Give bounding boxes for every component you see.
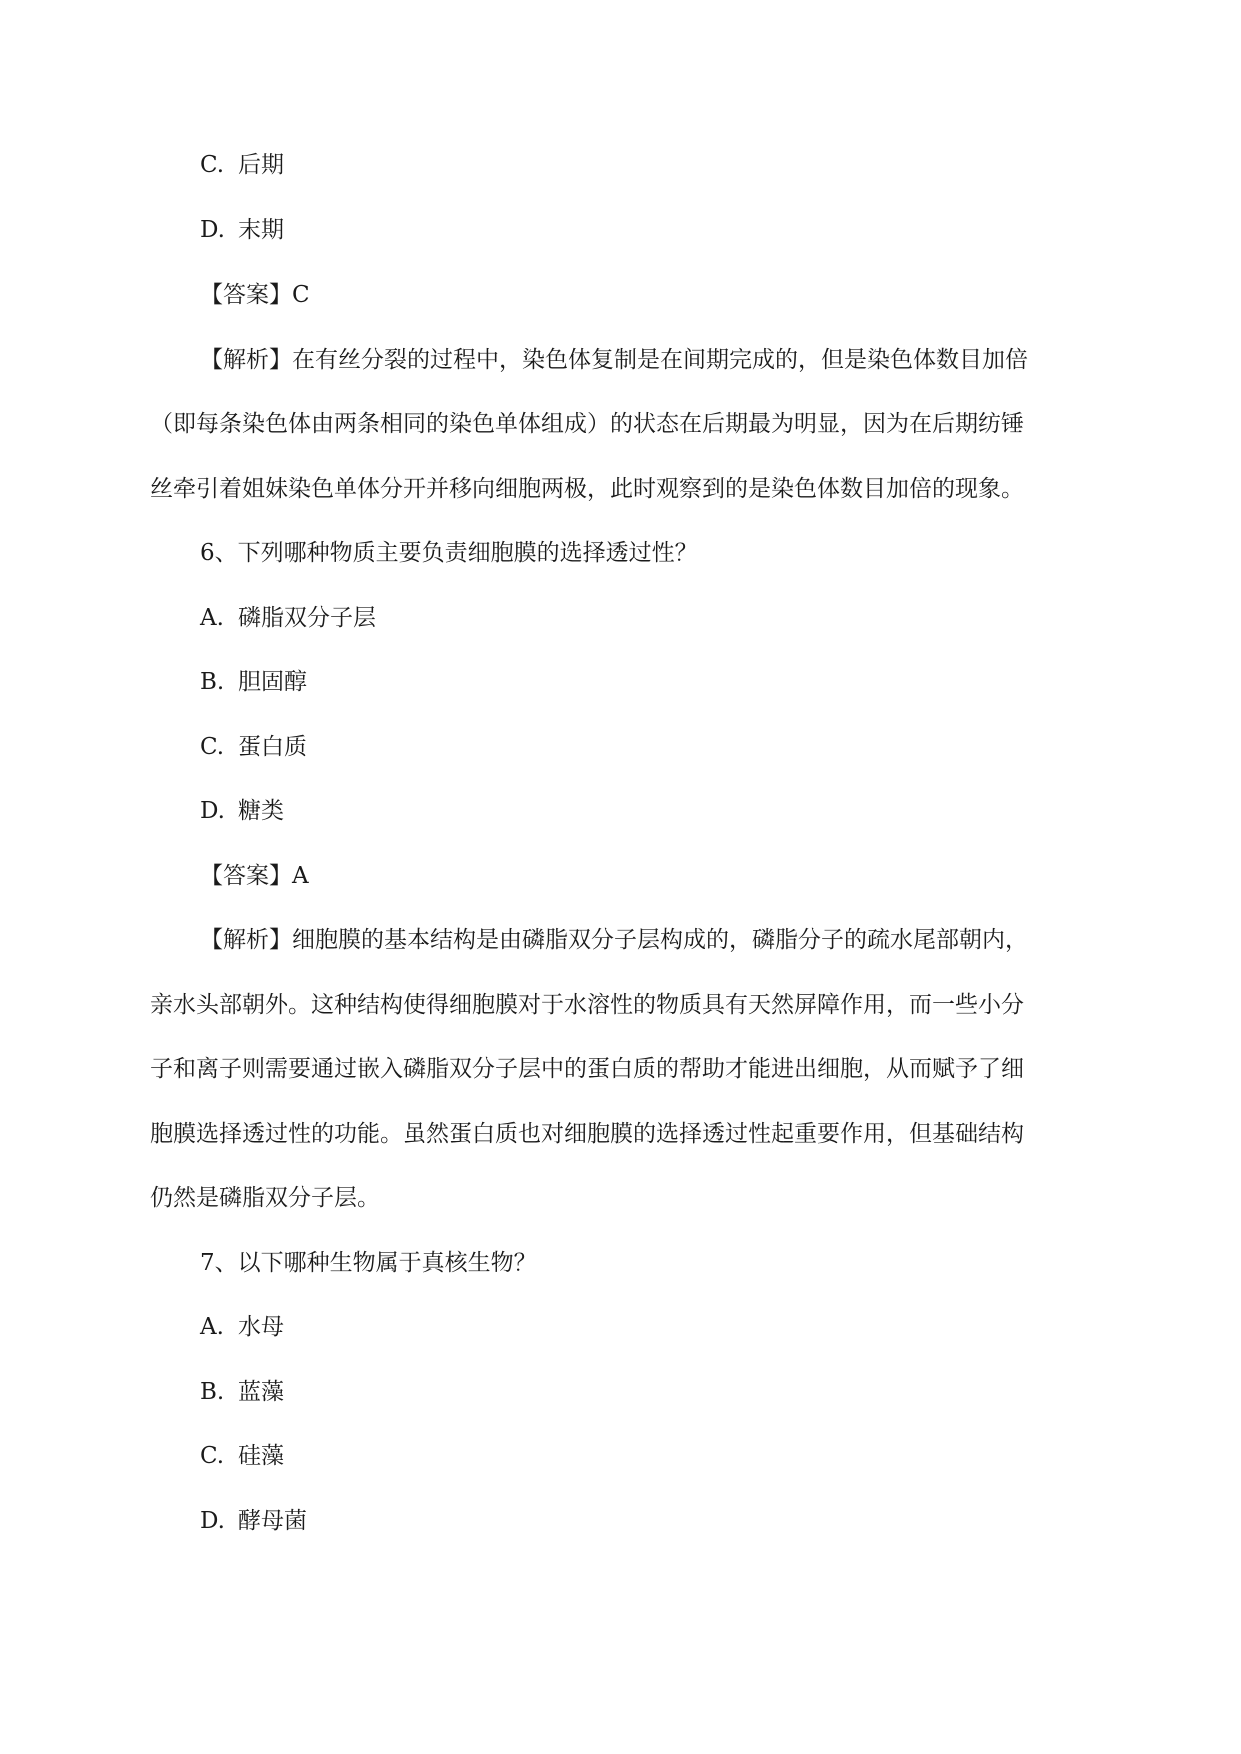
option-letter: C.: [200, 1443, 225, 1469]
q6-analysis-line: 仍然是磷脂双分子层。: [150, 1185, 380, 1211]
q6-option-a: [200, 603, 376, 633]
q7-option-b: [200, 1377, 284, 1407]
option-text: 水母: [238, 1314, 284, 1340]
q5-analysis-line: 丝牵引着姐妹染色单体分开并移向细胞两极，此时观察到的是染色体数目加倍的现象。: [150, 476, 1024, 502]
q5-answer: 【答案】C: [200, 282, 310, 308]
q5-option-c: [200, 150, 284, 180]
option-letter: D.: [200, 1508, 225, 1534]
option-text: 糖类: [238, 798, 284, 824]
option-text: 后期: [238, 152, 284, 178]
option-letter: C.: [200, 734, 225, 760]
q6-analysis-line: 子和离子则需要通过嵌入磷脂双分子层中的蛋白质的帮助才能进出细胞，从而赋予了细: [150, 1056, 1024, 1082]
option-text: 蛋白质: [238, 734, 307, 760]
option-letter: A.: [200, 1314, 224, 1340]
q6-option-d: [200, 796, 284, 826]
q6-analysis-line: 胞膜选择透过性的功能。虽然蛋白质也对细胞膜的选择透过性起重要作用，但基础结构: [150, 1121, 1024, 1147]
option-text: 末期: [238, 217, 284, 243]
q6-option-b: [200, 667, 307, 697]
q6-answer: 【答案】A: [200, 863, 309, 889]
option-letter: B.: [200, 669, 225, 695]
q6-option-c: [200, 732, 307, 762]
q5-analysis-line: （即每条染色体由两条相同的染色单体组成）的状态在后期最为明显，因为在后期纺锤: [150, 411, 1024, 437]
option-letter: A.: [200, 605, 224, 631]
q7-option-d: [200, 1506, 307, 1536]
option-text: 酵母菌: [238, 1508, 307, 1534]
option-text: 硅藻: [238, 1443, 284, 1469]
option-text: 胆固醇: [238, 669, 307, 695]
option-text: 磷脂双分子层: [238, 605, 376, 631]
option-letter: B.: [200, 1379, 225, 1405]
q6-analysis-line: 亲水头部朝外。这种结构使得细胞膜对于水溶性的物质具有天然屏障作用，而一些小分: [150, 992, 1024, 1018]
option-letter: D.: [200, 798, 225, 824]
q7-option-c: [200, 1441, 284, 1471]
q7-option-a: [200, 1312, 284, 1342]
q5-analysis-line: 【解析】在有丝分裂的过程中，染色体复制是在间期完成的，但是染色体数目加倍: [200, 347, 1028, 373]
option-letter: D.: [200, 217, 225, 243]
option-text: 蓝藻: [238, 1379, 284, 1405]
q6-question: 6、下列哪种物质主要负责细胞膜的选择透过性？: [200, 540, 698, 566]
option-letter: C.: [200, 152, 225, 178]
q7-question: 7、以下哪种生物属于真核生物？: [200, 1250, 537, 1276]
q6-analysis-line: 【解析】细胞膜的基本结构是由磷脂双分子层构成的，磷脂分子的疏水尾部朝内，: [200, 927, 1028, 953]
q5-option-d: [200, 215, 284, 245]
